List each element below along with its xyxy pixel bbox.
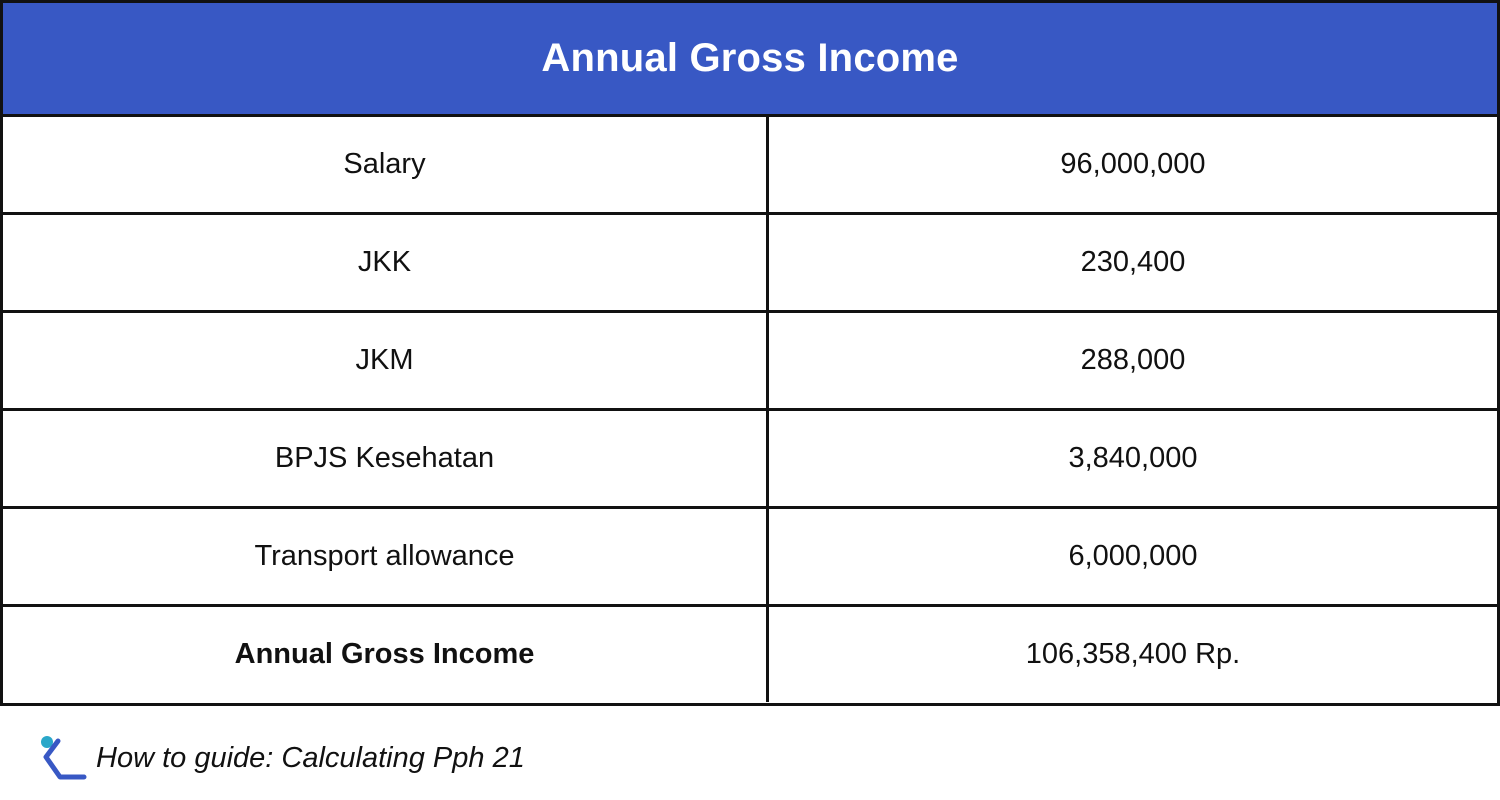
table-header xyxy=(3,3,1497,117)
row-label: JKM xyxy=(3,313,769,408)
footer-caption: How to guide: Calculating Pph 21 xyxy=(96,741,525,774)
row-value: 230,400 xyxy=(1080,246,1186,278)
table-row-total xyxy=(3,607,1497,702)
row-label: Salary xyxy=(3,117,769,212)
row-label: Transport allowance xyxy=(3,509,769,604)
row-label: JKK xyxy=(3,215,769,310)
row-value: 288,000 xyxy=(1080,344,1186,376)
table-title: Annual Gross Income xyxy=(541,36,959,80)
table-row-jkm xyxy=(3,313,1497,411)
row-value: 6,000,000 xyxy=(1068,540,1198,572)
row-value: 96,000,000 xyxy=(1060,148,1206,180)
table-row-transport-allowance xyxy=(3,509,1497,607)
total-label: Annual Gross Income xyxy=(3,607,769,702)
footer xyxy=(38,733,525,783)
total-value: 106,358,400 Rp. xyxy=(1025,638,1241,670)
table-row-jkk xyxy=(3,215,1497,313)
brand-k-logo-icon xyxy=(38,733,90,783)
row-value: 3,840,000 xyxy=(1068,442,1198,474)
table-row-salary xyxy=(3,117,1497,215)
table-row-bpjs-kesehatan xyxy=(3,411,1497,509)
row-label: BPJS Kesehatan xyxy=(3,411,769,506)
